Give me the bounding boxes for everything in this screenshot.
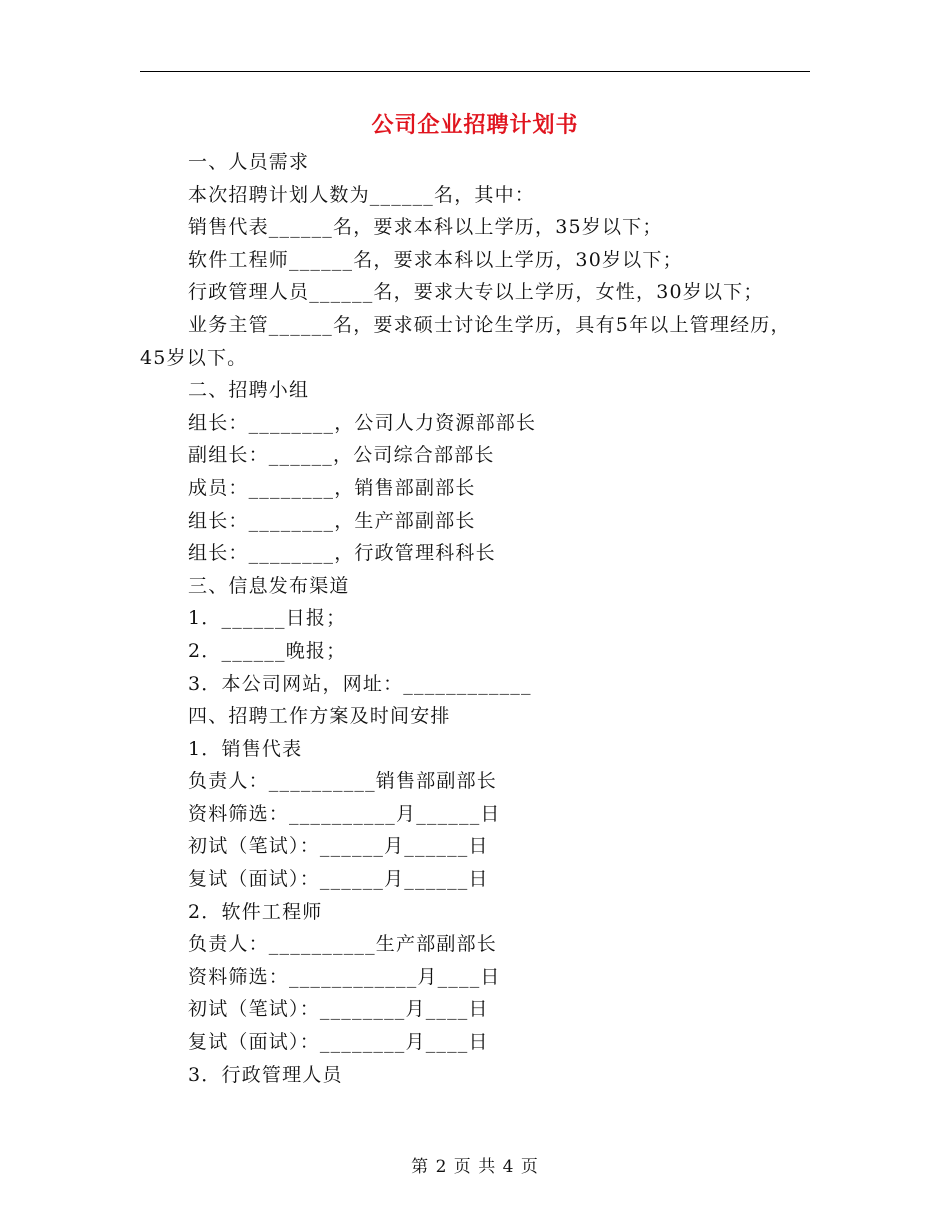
paragraph: 复试（面试）：________月____日 (188, 1031, 489, 1054)
section-heading-2: 二、招聘小组 (188, 379, 310, 402)
paragraph: 资料筛选：____________月____日 (188, 965, 501, 988)
paragraph: 资料筛选：__________月______日 (188, 802, 501, 825)
subsection-heading: 1．销售代表 (188, 737, 303, 760)
paragraph: 负责人：__________生产部副部长 (188, 933, 498, 956)
paragraph: 行政管理人员______名，要求大专以上学历，女性，30岁以下； (188, 281, 764, 304)
section-heading-3: 三、信息发布渠道 (188, 574, 350, 597)
paragraph: 业务主管______名，要求硕士讨论生学历，具有5年以上管理经历，45岁以下。 (140, 313, 791, 369)
paragraph: 销售代表______名，要求本科以上学历，35岁以下； (188, 216, 663, 239)
paragraph: 组长：________，行政管理科科长 (188, 542, 496, 565)
section-heading-4: 四、招聘工作方案及时间安排 (188, 705, 451, 728)
paragraph: 成员：________，销售部副部长 (188, 476, 476, 499)
document-title: 公司企业招聘计划书 (371, 112, 579, 138)
subsection-heading: 2．软件工程师 (188, 900, 323, 923)
paragraph: 复试（面试）：______月______日 (188, 868, 489, 891)
paragraph: 本次招聘计划人数为______名，其中： (188, 183, 536, 206)
paragraph: 初试（笔试）：______月______日 (188, 835, 489, 858)
paragraph: 负责人：__________销售部副部长 (188, 770, 498, 793)
paragraph: 1．______日报； (188, 607, 347, 630)
paragraph: 副组长：______，公司综合部部长 (188, 444, 495, 467)
section-heading-1: 一、人员需求 (188, 151, 310, 173)
header-rule (140, 71, 810, 72)
paragraph: 3．本公司网站，网址：____________ (188, 672, 532, 695)
document-body (140, 146, 805, 1091)
paragraph: 软件工程师______名，要求本科以上学历，30岁以下； (188, 248, 683, 271)
paragraph: 初试（笔试）：________月____日 (188, 998, 489, 1021)
paragraph: 组长：________，公司人力资源部部长 (188, 411, 537, 434)
page-number: 第 2 页 共 4 页 (411, 1157, 539, 1177)
paragraph: 组长：________，生产部副部长 (188, 509, 476, 532)
paragraph: 2．______晚报； (188, 639, 347, 662)
subsection-heading: 3．行政管理人员 (188, 1063, 343, 1086)
